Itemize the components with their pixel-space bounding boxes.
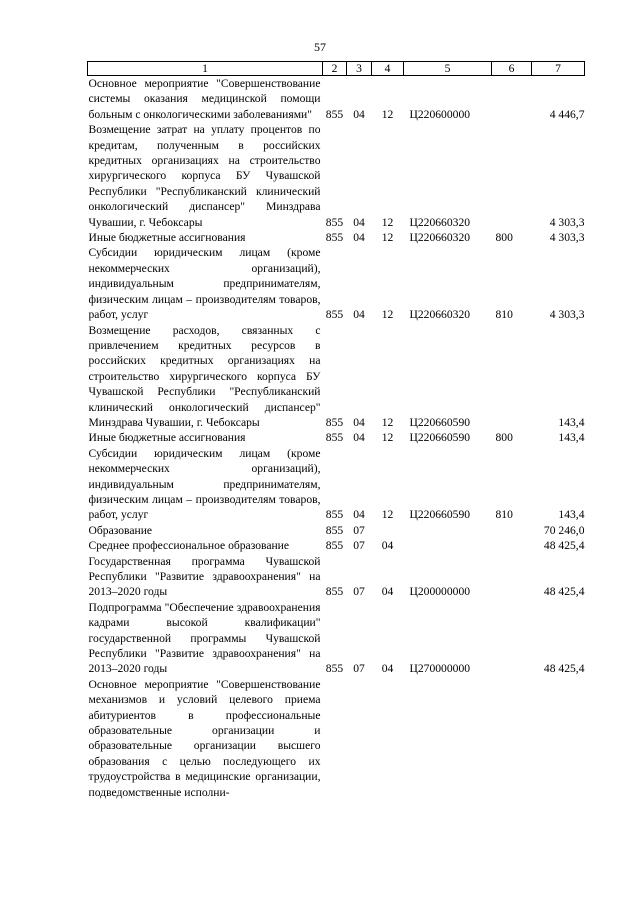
row-subsection: 12 bbox=[381, 308, 394, 322]
row-section: 04 bbox=[353, 231, 365, 245]
row-target-code: Ц220660320 bbox=[409, 308, 471, 322]
row-target-code: Ц220660590 bbox=[409, 431, 471, 445]
row-target-code: Ц270000000 bbox=[409, 662, 471, 676]
row-amount: 4 303,3 bbox=[549, 215, 585, 229]
row-amount: 70 246,0 bbox=[543, 523, 585, 537]
row-target-code: Ц200000000 bbox=[409, 585, 471, 599]
row-section: 04 bbox=[353, 107, 365, 121]
row-target-code: Ц220660590 bbox=[409, 508, 471, 522]
row-amount: 143,4 bbox=[558, 508, 585, 522]
row-name: Среднее профессиональное образование bbox=[88, 539, 290, 553]
row-target-code bbox=[404, 677, 492, 800]
row-amount: 4 303,3 bbox=[549, 308, 585, 322]
table-row bbox=[88, 677, 585, 800]
row-amount bbox=[532, 677, 585, 800]
row-section: 04 bbox=[353, 508, 365, 522]
row-target-code: Ц220660320 bbox=[409, 215, 471, 229]
row-expense-type bbox=[492, 677, 532, 800]
header-cell: 1 bbox=[88, 62, 323, 76]
table-row bbox=[88, 323, 585, 431]
row-section: 04 bbox=[353, 415, 365, 429]
row-grbs: 855 bbox=[325, 215, 344, 229]
row-expense-type: 810 bbox=[495, 508, 513, 522]
row-grbs: 855 bbox=[325, 107, 344, 121]
row-target-code: Ц220660320 bbox=[409, 231, 471, 245]
row-expense-type: 800 bbox=[495, 431, 513, 445]
row-subsection: 12 bbox=[381, 231, 394, 245]
row-section bbox=[347, 677, 372, 800]
table-row bbox=[88, 230, 585, 245]
row-name: Субсидии юридическим лицам (кроме некоммерческих организаций), индивидуальным предпринимателям, физическим лицам – производителям товаров, работ, услуг bbox=[88, 446, 321, 522]
row-expense-type bbox=[492, 122, 532, 230]
row-expense-type: 800 bbox=[495, 231, 513, 245]
row-expense-type bbox=[492, 538, 532, 553]
row-name: Субсидии юридическим лицам (кроме некоммерческих организаций), индивидуальным предпринимателям, физическим лицам – производителям товаров, работ, услуг bbox=[88, 246, 321, 322]
row-amount: 4 303,3 bbox=[549, 231, 585, 245]
row-name: Образование bbox=[88, 523, 153, 537]
row-subsection bbox=[372, 677, 404, 800]
row-target-code: Ц220600000 bbox=[409, 107, 471, 121]
row-expense-type bbox=[492, 323, 532, 431]
header-cell: 3 bbox=[347, 62, 372, 76]
table-row bbox=[88, 245, 585, 322]
row-section: 04 bbox=[353, 431, 365, 445]
row-grbs: 855 bbox=[325, 415, 344, 429]
row-section: 07 bbox=[353, 523, 365, 537]
table-row bbox=[88, 446, 585, 523]
table-row bbox=[88, 523, 585, 538]
row-name: Иные бюджетные ассигнования bbox=[88, 231, 246, 245]
row-grbs: 855 bbox=[325, 308, 344, 322]
row-target-code: Ц220660590 bbox=[409, 415, 471, 429]
row-expense-type bbox=[492, 523, 532, 538]
row-name: Возмещение расходов, связанных с привлечением кредитных ресурсов в российских кредитных организациях на строительство хирургического корпуса БУ Чувашской Республики "Республиканский клинический онкологический диспансер" Минздрава Чувашии, г. Чебоксары bbox=[88, 323, 321, 429]
row-amount: 143,4 bbox=[558, 415, 585, 429]
table-row bbox=[88, 554, 585, 600]
row-expense-type bbox=[492, 600, 532, 677]
row-subsection: 12 bbox=[381, 431, 394, 445]
row-grbs: 855 bbox=[325, 662, 344, 676]
table-row bbox=[88, 76, 585, 123]
header-cell: 6 bbox=[492, 62, 532, 76]
row-amount: 48 425,4 bbox=[543, 585, 585, 599]
row-subsection: 12 bbox=[381, 415, 394, 429]
header-cell: 4 bbox=[372, 62, 404, 76]
row-grbs: 855 bbox=[325, 523, 344, 537]
row-section: 07 bbox=[353, 585, 365, 599]
row-name: Иные бюджетные ассигнования bbox=[88, 431, 246, 445]
header-cell: 2 bbox=[323, 62, 347, 76]
row-subsection: 12 bbox=[381, 215, 394, 229]
row-subsection: 12 bbox=[381, 107, 394, 121]
row-subsection bbox=[372, 523, 404, 538]
row-subsection: 04 bbox=[381, 662, 394, 676]
row-target-code bbox=[404, 538, 492, 553]
row-name: Государственная программа Чувашской Республики "Развитие здравоохранения" на 2013–2020 годы bbox=[88, 554, 321, 599]
row-name: Подпрограмма "Обеспечение здравоохранения кадрами высокой квалификации" государственной программы Чувашской Республики "Развитие здравоохранения" на 2013–2020 годы bbox=[88, 600, 321, 676]
table-row bbox=[88, 122, 585, 230]
budget-table bbox=[87, 61, 585, 800]
row-amount: 143,4 bbox=[558, 431, 585, 445]
row-grbs: 855 bbox=[325, 431, 344, 445]
row-section: 07 bbox=[353, 539, 365, 553]
row-target-code bbox=[404, 523, 492, 538]
header-cell: 7 bbox=[532, 62, 585, 76]
row-section: 04 bbox=[353, 308, 365, 322]
row-section: 07 bbox=[353, 662, 365, 676]
row-subsection: 04 bbox=[381, 539, 394, 553]
table-row bbox=[88, 430, 585, 445]
header-row bbox=[88, 62, 585, 76]
row-name: Основное мероприятие "Совершенствование механизмов и условий целевого приема абитуриентов в профессиональные образовательные организации и образовательные организации высшего образования с целью последующего их трудоустройства в медицинские организации, подведомственные исполни- bbox=[88, 677, 321, 799]
row-amount: 48 425,4 bbox=[543, 662, 585, 676]
row-amount: 48 425,4 bbox=[543, 539, 585, 553]
row-name: Основное мероприятие "Совершенствование системы оказания медицинской помощи больным с онкологическими заболеваниями" bbox=[88, 77, 321, 121]
header-cell: 5 bbox=[404, 62, 492, 76]
row-expense-type: 810 bbox=[495, 308, 513, 322]
row-grbs: 855 bbox=[325, 508, 344, 522]
row-grbs: 855 bbox=[325, 585, 344, 599]
row-grbs bbox=[323, 677, 347, 800]
table-row bbox=[88, 538, 585, 553]
row-subsection: 12 bbox=[381, 508, 394, 522]
row-amount: 4 446,7 bbox=[549, 107, 585, 121]
row-expense-type bbox=[492, 554, 532, 600]
row-grbs: 855 bbox=[325, 539, 344, 553]
row-subsection: 04 bbox=[381, 585, 394, 599]
table-row bbox=[88, 600, 585, 677]
row-grbs: 855 bbox=[325, 231, 344, 245]
row-section: 04 bbox=[353, 215, 365, 229]
row-name: Возмещение затрат на уплату процентов по кредитам, полученным в российских кредитных организациях на строительство хирургического корпуса БУ Чувашской Республики "Республиканский клинический онкологический диспансер" Минздрава Чувашии, г. Чебоксары bbox=[88, 123, 321, 229]
row-expense-type bbox=[492, 76, 532, 123]
page-number: 57 bbox=[314, 40, 326, 54]
